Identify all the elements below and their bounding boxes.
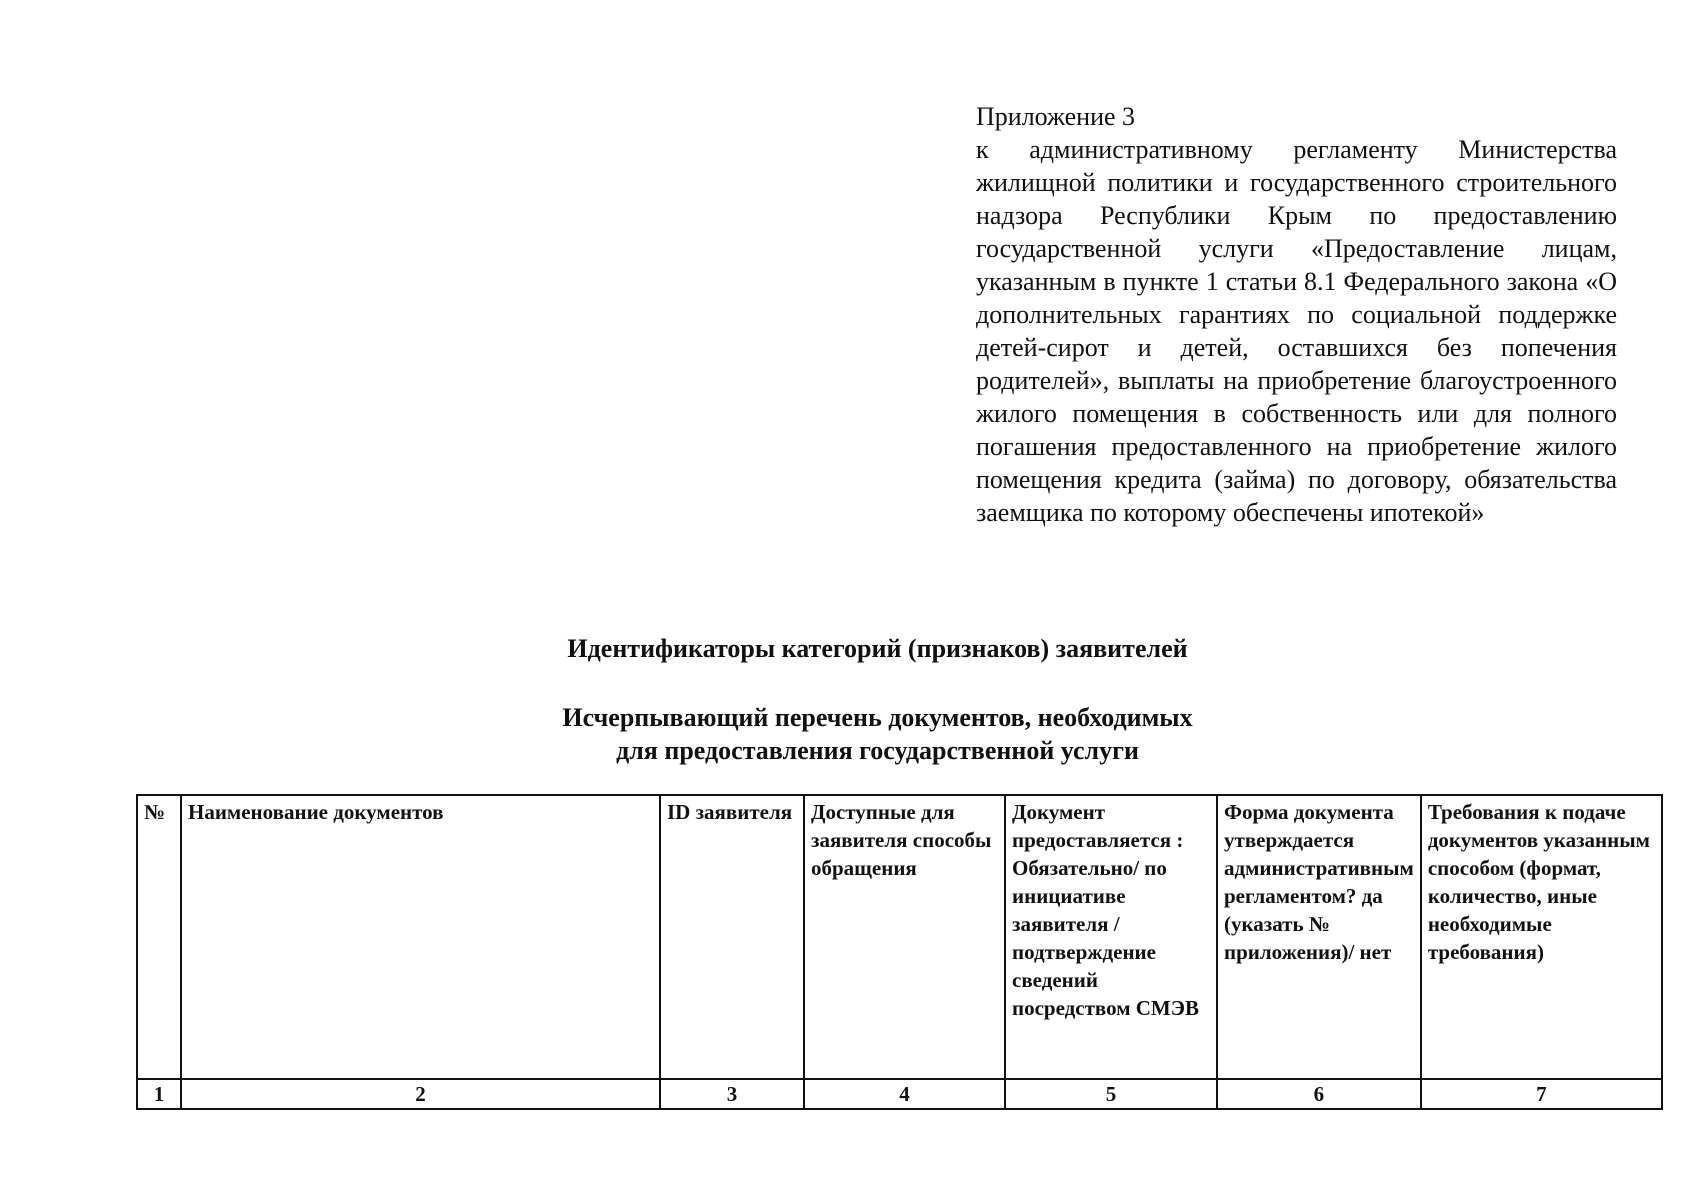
column-number-2: 2 — [181, 1079, 660, 1109]
appendix-block — [976, 100, 1617, 529]
column-number-3: 3 — [660, 1079, 804, 1109]
column-header-form-approval: Форма документа утверждается административным регламентом? да (указать № приложения)/ нет — [1217, 795, 1421, 1079]
column-header-document-name: Наименование документов — [181, 795, 660, 1079]
identifiers-heading: Идентификаторы категорий (признаков) заявителей — [567, 634, 1188, 663]
column-header-provision-type: Документ предоставляется : Обязательно/ по инициативе заявителя /подтверждение сведений посредством СМЭВ — [1005, 795, 1217, 1079]
column-header-applicant-id: ID заявителя — [660, 795, 804, 1079]
appendix-title: Приложение 3 — [976, 102, 1136, 131]
column-number-4: 4 — [804, 1079, 1005, 1109]
documents-list-heading — [24, 701, 1707, 767]
documents-list-heading-line-2: для предоставления государственной услуги — [616, 736, 1139, 765]
documents-list-heading-line-1: Исчерпывающий перечень документов, необходимых — [562, 703, 1193, 732]
table-header-row — [137, 795, 1662, 1079]
column-header-requirements: Требования к подаче документов указанным способом (формат, количество, иные необходимые требования) — [1421, 795, 1662, 1079]
column-header-access-methods: Доступные для заявителя способы обращения — [804, 795, 1005, 1079]
column-number-5: 5 — [1005, 1079, 1217, 1109]
column-header-number: № — [137, 795, 181, 1079]
table-column-numbers-row — [137, 1079, 1662, 1109]
appendix-text: к административному регламенту Министерства жилищной политики и государственного строительного надзора Республики Крым по предоставлению государственной услуги «Предоставление лицам, указанным в пункте 1 статьи 8.1 Федерального закона «О дополнительных гарантиях по социальной поддержке детей-сирот и детей, оставшихся без попечения родителей», выплаты на приобретение благоустроенного жилого помещения в собственность или для полного погашения предоставленного на приобретение жилого помещения кредита (займа) по договору, обязательства заемщика по которому обеспечены ипотекой» — [976, 135, 1617, 527]
column-number-7: 7 — [1421, 1079, 1662, 1109]
column-number-1: 1 — [137, 1079, 181, 1109]
documents-table — [136, 794, 1663, 1110]
column-number-6: 6 — [1217, 1079, 1421, 1109]
